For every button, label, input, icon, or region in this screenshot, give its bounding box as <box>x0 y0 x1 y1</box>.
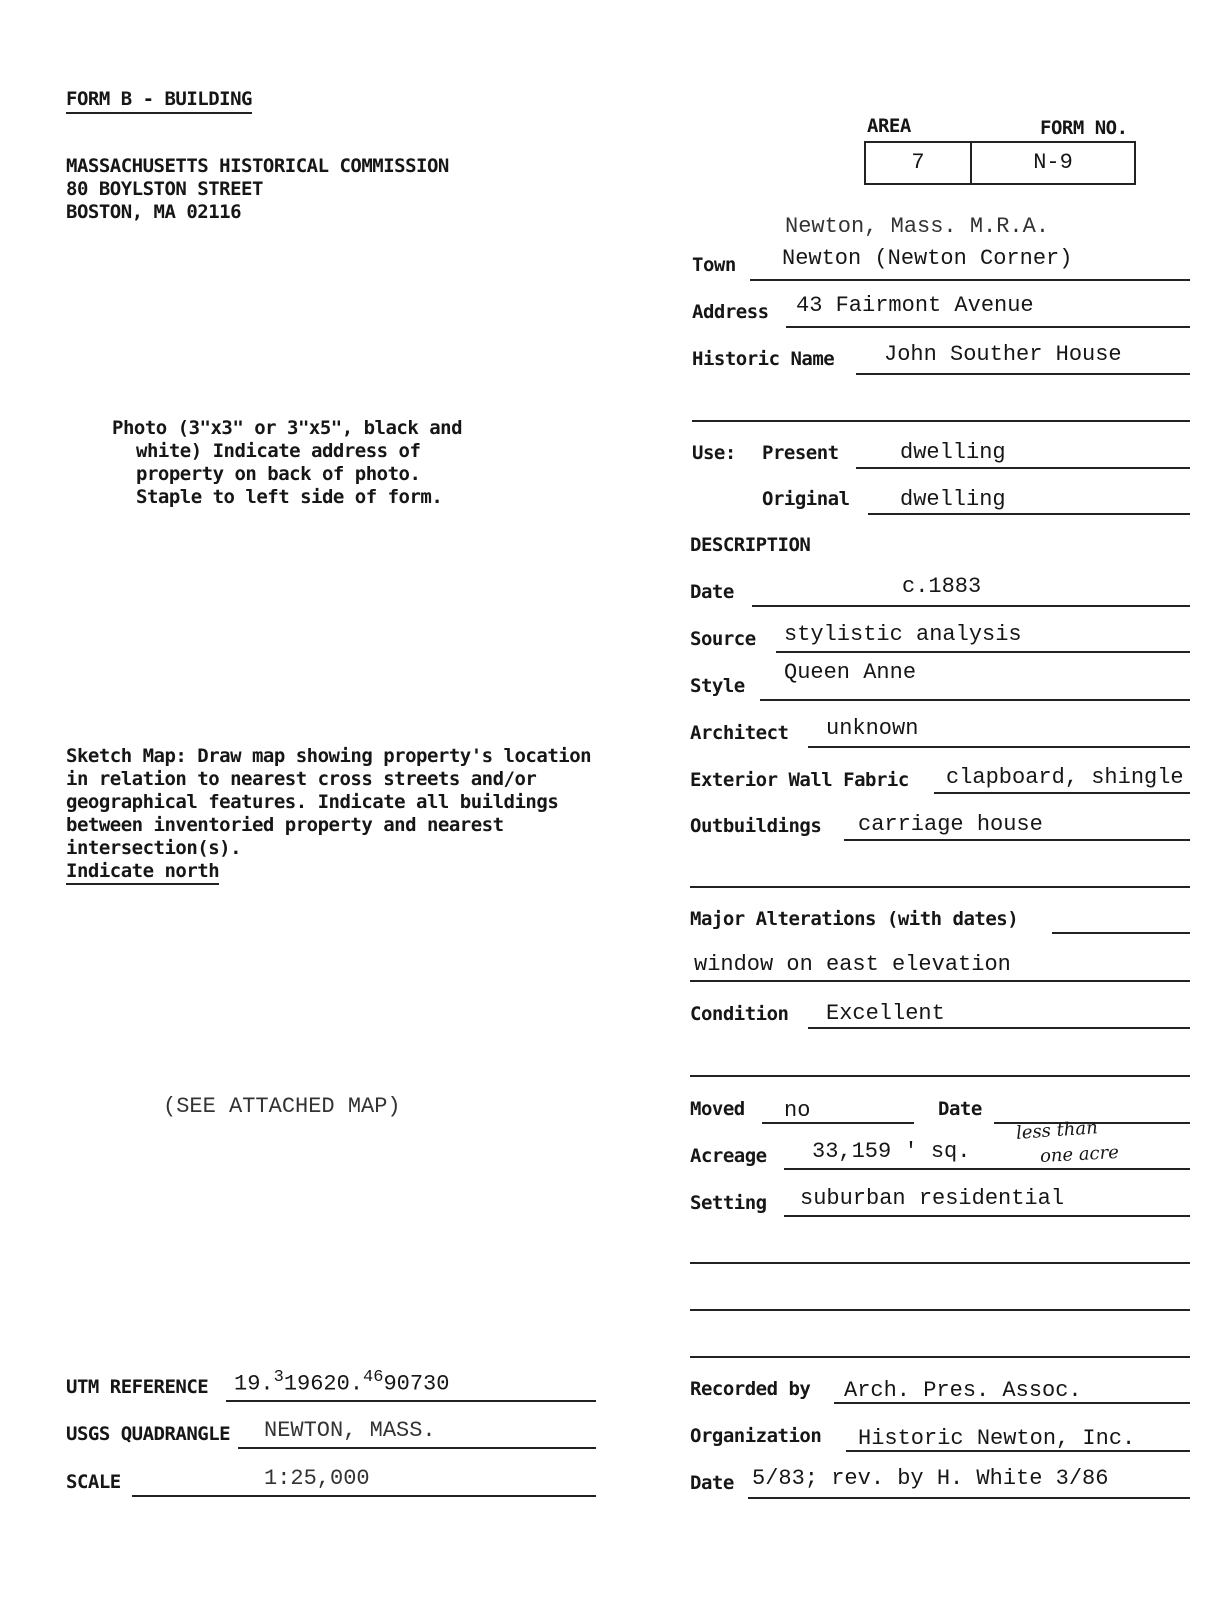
historic-name-line <box>856 373 1190 375</box>
area-value[interactable]: 7 <box>911 150 925 175</box>
recorded-by-field[interactable]: Arch. Pres. Assoc. <box>844 1378 1082 1403</box>
utm-easting-prefix: 3 <box>273 1368 284 1387</box>
sketch-instructions-1: Sketch Map: Draw map showing property's location <box>66 745 592 767</box>
photo-instructions-4: Staple to left side of form. <box>136 486 443 508</box>
usgs-line <box>238 1447 596 1449</box>
record-date-label: Date <box>690 1472 734 1494</box>
outbuildings-line-2 <box>690 886 1190 888</box>
acreage-line <box>784 1168 1190 1170</box>
architect-field[interactable]: unknown <box>826 716 919 741</box>
form-title: FORM B - BUILDING <box>66 88 252 114</box>
address-field[interactable]: 43 Fairmont Avenue <box>796 293 1034 318</box>
sketch-instructions-4: between inventoried property and nearest <box>66 814 504 836</box>
acreage-note-2: one acre <box>1039 1141 1120 1168</box>
setting-line-2 <box>690 1262 1190 1264</box>
condition-label: Condition <box>690 1003 789 1025</box>
town-field[interactable]: Newton (Newton Corner) <box>782 246 1073 271</box>
commission-name: MASSACHUSETTS HISTORICAL COMMISSION <box>66 155 449 177</box>
photo-instructions-1: Photo (3"x3" or 3"x5", black and <box>112 417 463 439</box>
commission-street: 80 BOYLSTON STREET <box>66 178 263 200</box>
outbuildings-label: Outbuildings <box>690 815 822 837</box>
organization-label: Organization <box>690 1425 822 1447</box>
historic-name-label: Historic Name <box>692 348 835 370</box>
setting-line-3 <box>690 1309 1190 1311</box>
historic-name-line-2 <box>692 420 1190 422</box>
utm-easting: 19620. <box>283 1371 364 1397</box>
style-line <box>760 699 1190 701</box>
description-heading: DESCRIPTION <box>690 534 811 556</box>
wall-fabric-label: Exterior Wall Fabric <box>690 769 909 791</box>
commission-city: BOSTON, MA 02116 <box>66 201 242 223</box>
original-use-field[interactable]: dwelling <box>900 487 1006 512</box>
present-use-line <box>856 467 1190 469</box>
date-field[interactable]: c.1883 <box>902 574 982 599</box>
architect-label: Architect <box>690 722 789 744</box>
use-label: Use: <box>692 442 736 464</box>
present-use-label: Present <box>762 442 839 464</box>
sketch-instructions-6: Indicate north <box>66 860 219 885</box>
utm-line <box>226 1400 596 1402</box>
date-label: Date <box>690 581 734 603</box>
sketch-instructions-2: in relation to nearest cross streets and/or <box>66 768 537 790</box>
form-no-value[interactable]: N-9 <box>1033 150 1073 175</box>
condition-field[interactable]: Excellent <box>826 1001 945 1026</box>
setting-line <box>784 1215 1190 1217</box>
scale-value[interactable]: 1:25,000 <box>264 1466 370 1491</box>
alterations-line <box>1052 932 1190 934</box>
photo-instructions-3: property on back of photo. <box>136 463 421 485</box>
record-date-line <box>748 1497 1190 1499</box>
town-label: Town <box>692 254 736 276</box>
wall-fabric-line <box>934 792 1190 794</box>
utm-zone: 19. <box>234 1371 274 1397</box>
moved-label: Moved <box>690 1098 745 1120</box>
setting-field[interactable]: suburban residential <box>800 1186 1065 1211</box>
acreage-note-1: less than <box>1015 1117 1099 1144</box>
historic-name-field[interactable]: John Souther House <box>884 342 1122 367</box>
condition-line-2 <box>690 1075 1190 1077</box>
outbuildings-line <box>844 839 1190 841</box>
utm-label: UTM REFERENCE <box>66 1376 209 1398</box>
alterations-label: Major Alterations (with dates) <box>690 908 1019 930</box>
style-field[interactable]: Queen Anne <box>784 660 917 685</box>
alterations-line-2 <box>690 980 1190 982</box>
usgs-value[interactable]: NEWTON, MASS. <box>264 1418 436 1443</box>
original-use-line <box>868 513 1190 515</box>
scale-line <box>132 1495 596 1497</box>
present-use-field[interactable]: dwelling <box>900 440 1006 465</box>
town-line <box>750 279 1190 281</box>
recorded-by-label: Recorded by <box>690 1378 811 1400</box>
survey-note: Newton, Mass. M.R.A. <box>785 214 1050 239</box>
record-date-field[interactable]: 5/83; rev. by H. White 3/86 <box>752 1466 1109 1491</box>
organization-field[interactable]: Historic Newton, Inc. <box>858 1426 1136 1451</box>
usgs-label: USGS QUADRANGLE <box>66 1423 231 1445</box>
utm-value[interactable] <box>234 1368 449 1396</box>
source-field[interactable]: stylistic analysis <box>784 622 1022 647</box>
setting-line-4 <box>690 1356 1190 1358</box>
alterations-field[interactable]: window on east elevation <box>694 952 1011 977</box>
condition-line <box>808 1027 1190 1029</box>
date-line <box>752 605 1190 607</box>
map-note: (SEE ATTACHED MAP) <box>163 1094 401 1119</box>
source-line <box>776 651 1190 653</box>
setting-label: Setting <box>690 1192 767 1214</box>
source-label: Source <box>690 628 756 650</box>
form-no-label: FORM NO. <box>1040 117 1128 139</box>
scale-label: SCALE <box>66 1471 121 1493</box>
architect-line <box>808 746 1190 748</box>
acreage-label: Acreage <box>690 1145 767 1167</box>
photo-instructions-2: white) Indicate address of <box>136 440 421 462</box>
acreage-field[interactable]: 33,159 ' sq. <box>812 1139 971 1164</box>
utm-northing-prefix: 46 <box>363 1368 384 1387</box>
area-label: AREA <box>867 115 911 137</box>
moved-date-label: Date <box>938 1098 982 1120</box>
sketch-instructions-5: intersection(s). <box>66 837 242 859</box>
area-form-box <box>864 141 1136 185</box>
address-line <box>786 326 1190 328</box>
address-label: Address <box>692 301 769 323</box>
style-label: Style <box>690 675 745 697</box>
outbuildings-field[interactable]: carriage house <box>858 812 1043 837</box>
original-use-label: Original <box>762 488 850 510</box>
wall-fabric-field[interactable]: clapboard, shingle <box>946 765 1184 790</box>
sketch-instructions-3: geographical features. Indicate all buildings <box>66 791 559 813</box>
moved-field[interactable]: no <box>784 1098 811 1123</box>
utm-northing: 90730 <box>383 1371 450 1397</box>
